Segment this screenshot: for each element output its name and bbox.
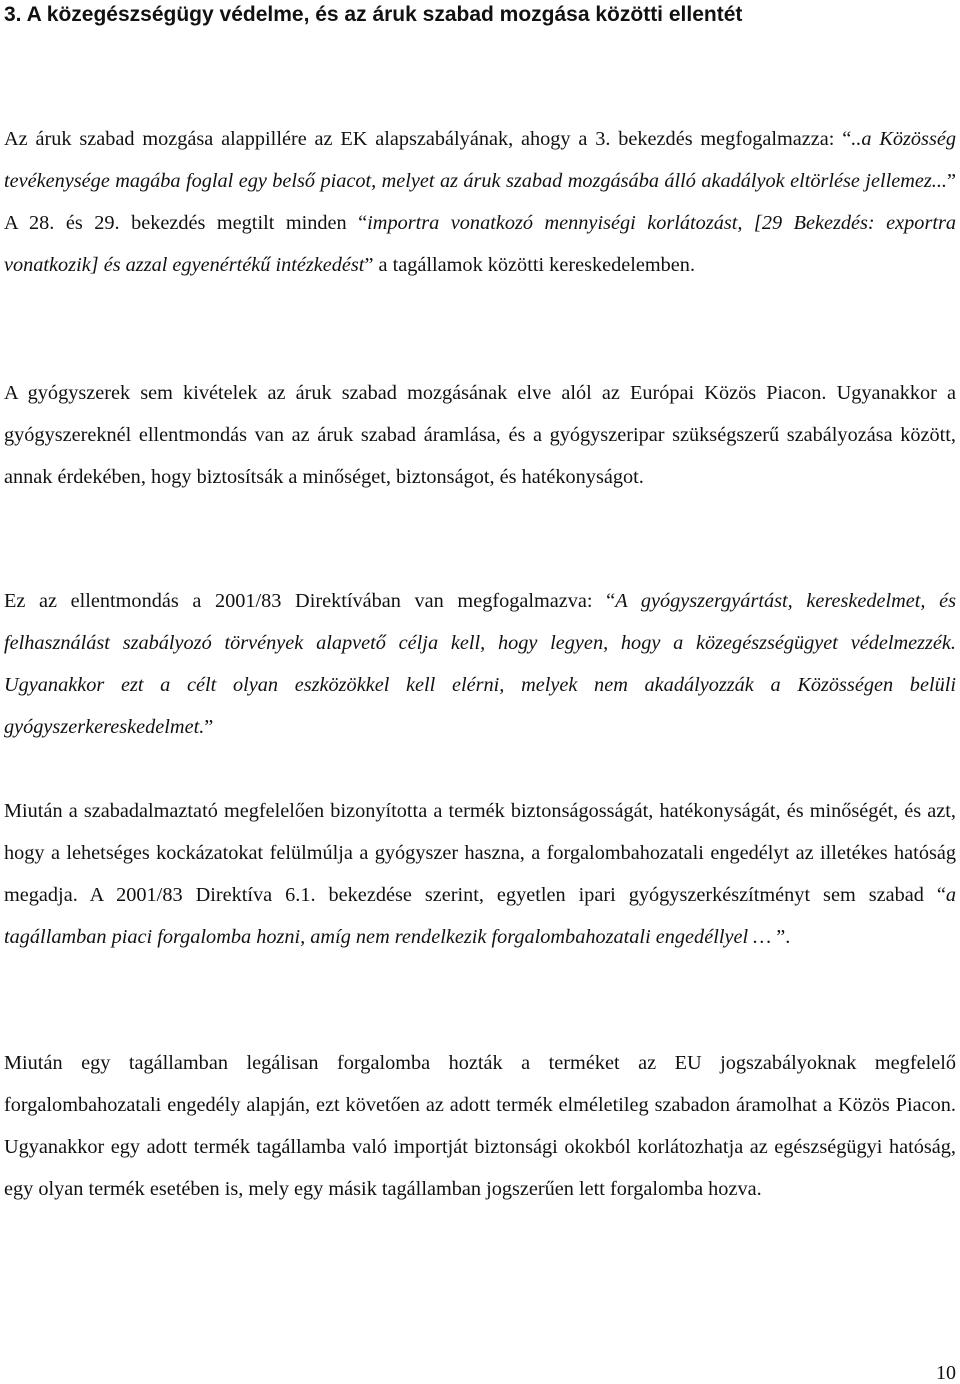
p1-quote-a: ..a Közösség tevékenysége magába foglal egy belső piacot, melyet az áruk szabad mozgásába álló akadályok eltörlése jellemez...: [4, 128, 956, 192]
paragraph-import-restriction: Miután egy tagállamban legálisan forgalomba hozták a terméket az EU jogszabályoknak megfelelő forgalombahozatali engedély alapján, ezt követően az adott termék elméletileg szabadon áramolhat a Közös Piacon. Ugyanakkor egy adott termék tagállamba való importját biztonsági okokból korlátozhatja az egészségügyi hatóság, egy olyan termék esetében is, mely egy másik tagállamban jogszerűen lett forgalomba hozva.: [4, 1052, 956, 1200]
page-number: 10: [936, 1362, 956, 1384]
section-heading: 3. A közegészségügy védelme, és az áruk szabad mozgása közötti ellentét: [4, 3, 743, 26]
p4-quote: a tagállamban piaci forgalomba hozni, amíg nem rendelkezik forgalombahozatali engedéllyel …: [4, 884, 956, 948]
p4-text-b: ”.: [771, 926, 791, 948]
paragraph-pharma-exception: A gyógyszerek sem kivételek az áruk szabad mozgásának elve alól az Európai Közös Piacon. Ugyanakkor a gyógyszereknél ellentmondás van az áruk szabad áramlása, és a gyógyszeripar szükségszerű szabályozása között, annak érdekében, hogy biztosítsák a minőséget, biztonságot, és hatékonyságot.: [4, 382, 956, 488]
p3-text-a: Ez az ellentmondás a 2001/83 Direktívában van megfogalmazva: “: [4, 590, 616, 612]
p4-text-a: Miután a szabadalmaztató megfelelően bizonyította a termék biztonságosságát, hatékonyságát, és minőségét, és azt, hogy a lehetséges kockázatokat felülmúlja a gyógyszer haszna, a forgalombahozatali engedélyt az illetékes hatóság megadja. A 2001/83 Direktíva 6.1. bekezdése szerint, egyetlen ipari gyógyszerkészítményt sem szabad “: [4, 800, 956, 906]
p1-text-c: ” a tagállamok közötti kereskedelemben.: [364, 254, 696, 276]
paragraph-directive-contradiction: [4, 580, 956, 748]
paragraph-free-movement: [4, 118, 956, 286]
p3-text-b: ”: [204, 716, 214, 738]
p1-text-a: Az áruk szabad mozgása alappillére az EK alapszabályának, ahogy a 3. bekezdés megfogalmazza: “: [4, 128, 852, 150]
p1-text-b: ” A 28. és 29. bekezdés megtilt minden “: [4, 170, 956, 234]
p1-quote-b: importra vonatkozó mennyiségi korlátozást, [29 Bekezdés: exportra vonatkozik] és azzal egyenértékű intézkedést: [4, 212, 957, 276]
paragraph-marketing-authorisation: [4, 790, 956, 958]
p3-quote: A gyógyszergyártást, kereskedelmet, és felhasználást szabályozó törvények alapvető célja kell, hogy legyen, hogy a közegészségügyet védelmezzék. Ugyanakkor ezt a célt olyan eszközökkel kell elérni, melyek nem akadályozzák a Közösségen belüli gyógyszerkereskedelmet.: [4, 590, 956, 738]
